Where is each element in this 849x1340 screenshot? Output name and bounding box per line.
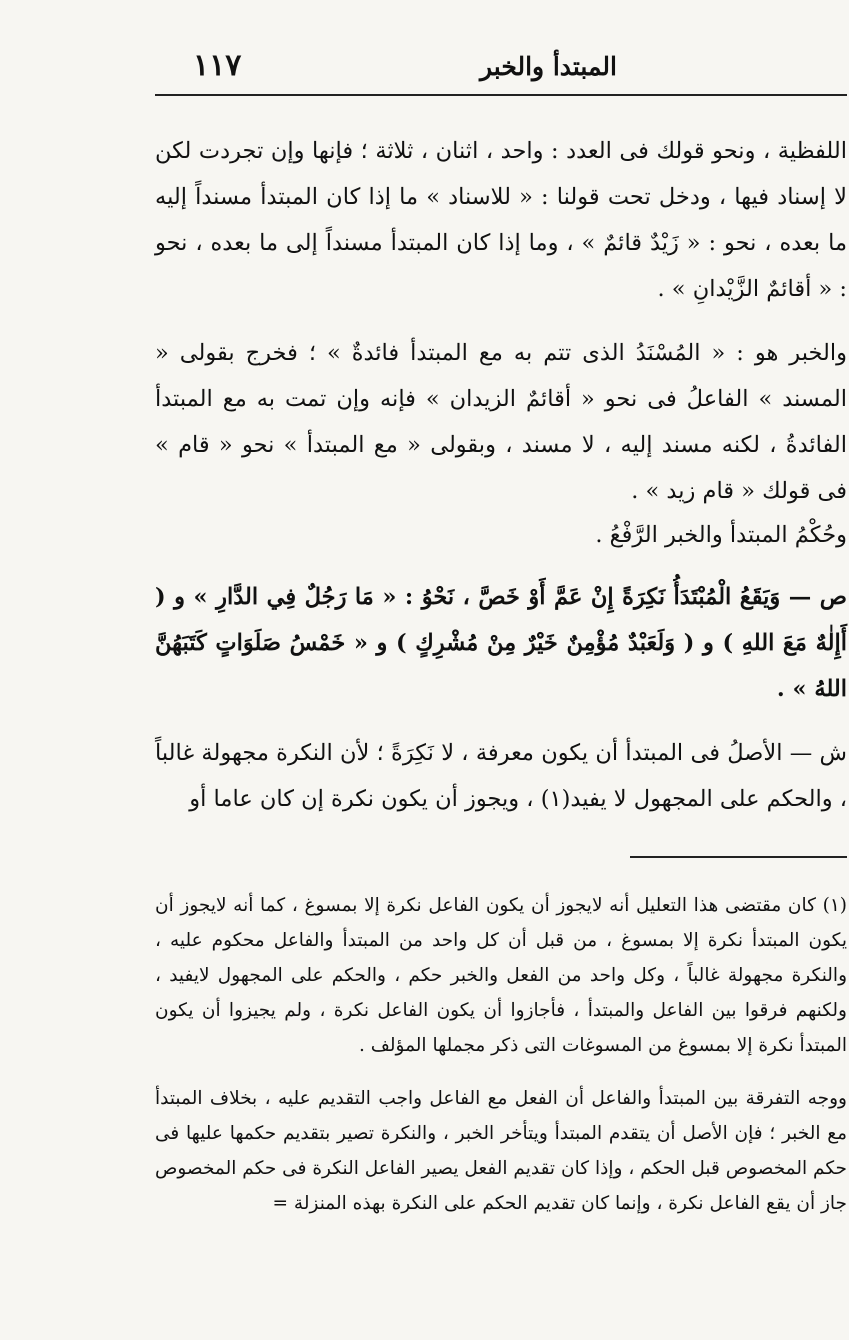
footnote-separator	[630, 856, 847, 858]
paragraph-intro: اللفظية ، ونحو قولك فى العدد : واحد ، اثنان ، ثلاثة ؛ فإنها وإن تجردت لكن لا إسناد فيها ، ودخل تحت قولنا : « للاسناد » ما إذا كان المبتدأ مسنداً إليه ما بعده ، نحو : « زَيْدٌ قائمٌ » ، وما إذا كان المبتدأ مسنداً إلى ما بعده ، نحو : « أقائمٌ الزَّيْدانِ » .	[155, 138, 847, 302]
main-text	[155, 128, 847, 840]
paragraph-sharh: ش — الأصلُ فى المبتدأ أن يكون معرفة ، لا نَكِرَةً ؛ لأن النكرة مجهولة غالباً ، والحكم على المجهول لا يفيد(١) ، ويجوز أن يكون نكرة إن كان عاما أو	[155, 740, 847, 812]
paragraph-ruling: وحُكْمُ المبتدأ والخبر الرَّفْعُ .	[595, 522, 847, 548]
chapter-title: المبتدأ والخبر	[480, 52, 617, 81]
paragraph-khabar-definition: والخبر هو : « المُسْنَدُ الذى تتم به مع المبتدأ فائدةٌ » ؛ فخرج بقولى « المسند » الفاعلُ فى نحو « أقائمٌ الزيدان » فإنه وإن تمت به مع المبتدأ الفائدةُ ، لكنه مسند إليه ، لا مسند ، وبقولى « مع المبتدأ » نحو « قام » فى قولك « قام زيد » .	[155, 340, 847, 504]
running-header	[155, 48, 847, 96]
page-number: ١١٧	[193, 48, 242, 83]
footnote-1: (١) كان مقتضى هذا التعليل أنه لايجوز أن يكون الفاعل نكرة إلا بمسوغ ، كما أنه لايجوز أن يكون المبتدأ نكرة إلا بمسوغ ، من قبل أن كل واحد من المبتدأ والفاعل محكوم عليه ، والنكرة مجهولة غالباً ، وكل واحد من الفعل والخبر حكم ، والحكم على المجهول لايفيد ، ولكنهم فرقوا بين الفاعل والمبتدأ ، فأجازوا أن يكون الفاعل نكرة ، ولم يجيزوا أن يكون المبتدأ نكرة إلا بمسوغ من المسوغات التى ذكر مجملها المؤلف .	[155, 895, 847, 1056]
footnotes	[155, 888, 847, 1239]
footnote-1-continued: ووجه التفرقة بين المبتدأ والفاعل أن الفعل مع الفاعل واجب التقديم عليه ، بخلاف المبتدأ مع الخبر ؛ فإن الأصل أن يتقدم المبتدأ ويتأخر الخبر ، والنكرة تصير بتقديم حكمها عليها فى حكم المخصوص قبل الحكم ، وإذا كان تقديم الفعل يصير الفاعل النكرة فى حكم المخصوص جاز أن يقع الفاعل نكرة ، وإنما كان تقديم الحكم على النكرة بهذه المنزلة =	[155, 1088, 847, 1214]
paragraph-matn: ص — وَيَقَعُ الْمُبْتَدَأُ نَكِرَةً إِنْ عَمَّ أَوْ خَصَّ ، نَحْوُ : « مَا رَجُلٌ فِي الدَّارِ » و ( أَإِلٰهٌ مَعَ اللهِ ) و ( وَلَعَبْدٌ مُؤْمِنٌ خَيْرٌ مِنْ مُشْرِكٍ ) و « خَمْسُ صَلَوَاتٍ كَتَبَهُنَّ اللهُ » .	[155, 584, 847, 702]
